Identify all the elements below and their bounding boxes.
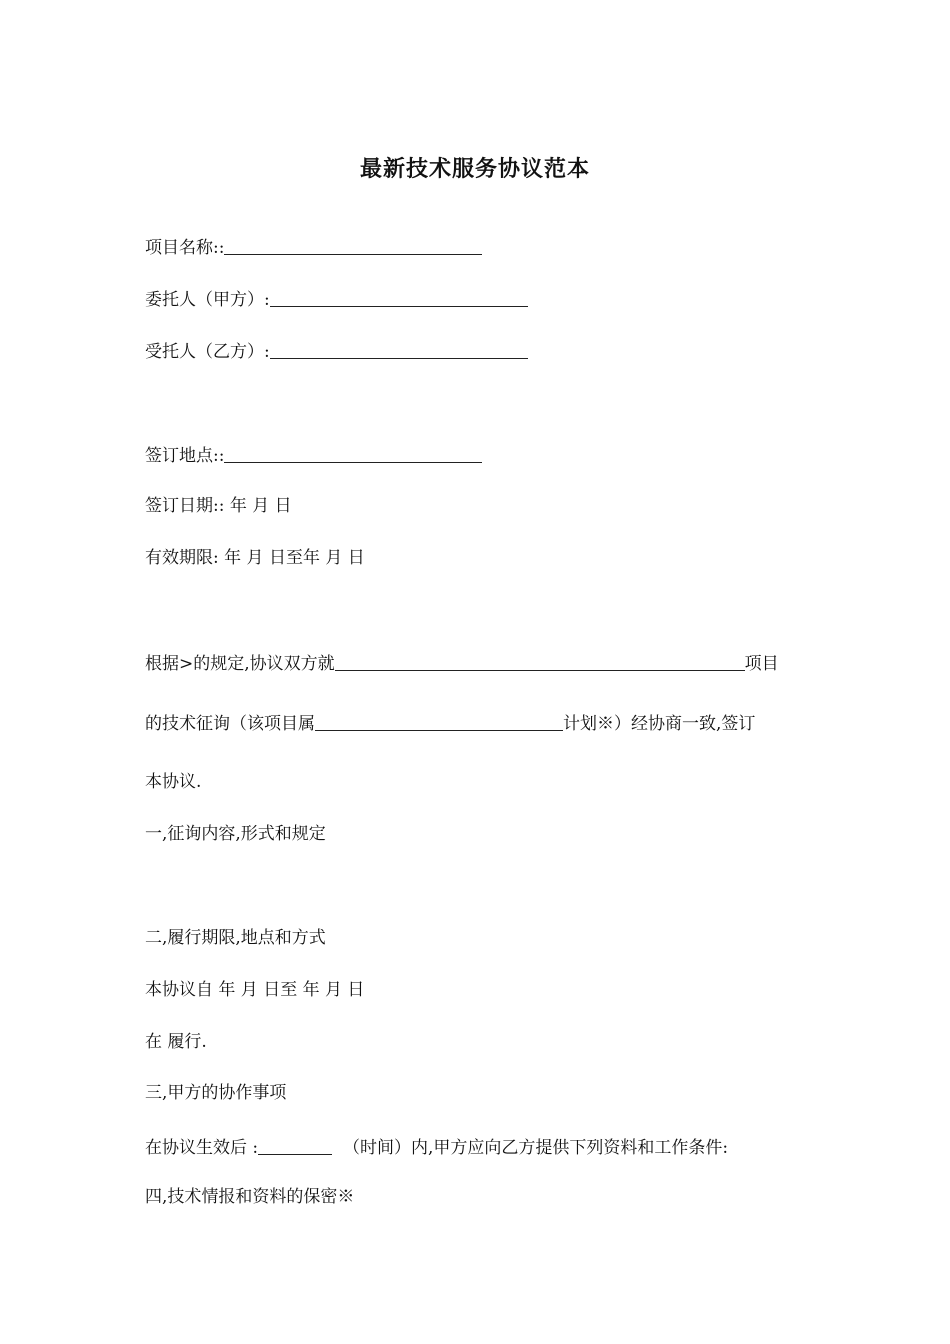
client-label: 委托人（甲方）: bbox=[145, 290, 270, 310]
section-1-heading: 一,征询内容,形式和规定 bbox=[145, 824, 326, 844]
perform-line: 在 履行. bbox=[145, 1032, 207, 1052]
validity-line: 有效期限: 年 月 日至年 月 日 bbox=[145, 548, 365, 568]
project-name-line bbox=[145, 234, 482, 260]
paragraph-1-end: 项目 bbox=[744, 654, 779, 674]
client-line bbox=[145, 286, 528, 312]
section-4-heading: 四,技术情报和资料的保密※ bbox=[145, 1187, 355, 1207]
section-2-heading: 二,履行期限,地点和方式 bbox=[145, 928, 326, 948]
paragraph-2-end: 计划※）经协商一致,签订 bbox=[563, 714, 756, 734]
paragraph-1-start: 根据>的规定,协议双方就 bbox=[145, 654, 335, 674]
project-name-blank bbox=[224, 236, 482, 255]
project-blank bbox=[335, 652, 745, 671]
section-3-heading: 三,甲方的协作事项 bbox=[145, 1083, 287, 1103]
sign-place-blank bbox=[224, 444, 482, 463]
trustee-label: 受托人（乙方）: bbox=[145, 342, 270, 362]
trustee-blank bbox=[270, 340, 528, 359]
sign-date-line: 签订日期:: 年 月 日 bbox=[145, 496, 292, 516]
document-title: 最新技术服务协议范本 bbox=[359, 156, 590, 182]
cooperation-end: （时间）内,甲方应向乙方提供下列资料和工作条件: bbox=[342, 1138, 729, 1158]
paragraph-line-2 bbox=[145, 710, 755, 736]
cooperation-line bbox=[145, 1134, 728, 1160]
client-blank bbox=[270, 288, 528, 307]
trustee-line bbox=[145, 338, 528, 364]
period-line: 本协议自 年 月 日至 年 月 日 bbox=[145, 980, 365, 1000]
project-name-label: 项目名称:: bbox=[145, 238, 225, 258]
plan-blank bbox=[315, 712, 563, 731]
paragraph-line-1 bbox=[145, 650, 779, 676]
paragraph-2-start: 的技术征询（该项目属 bbox=[145, 714, 315, 734]
sign-place-label: 签订地点:: bbox=[145, 446, 225, 466]
sign-place-line bbox=[145, 442, 482, 468]
time-blank bbox=[258, 1136, 332, 1155]
paragraph-line-3: 本协议. bbox=[145, 772, 202, 792]
cooperation-start: 在协议生效后 : bbox=[145, 1138, 259, 1158]
